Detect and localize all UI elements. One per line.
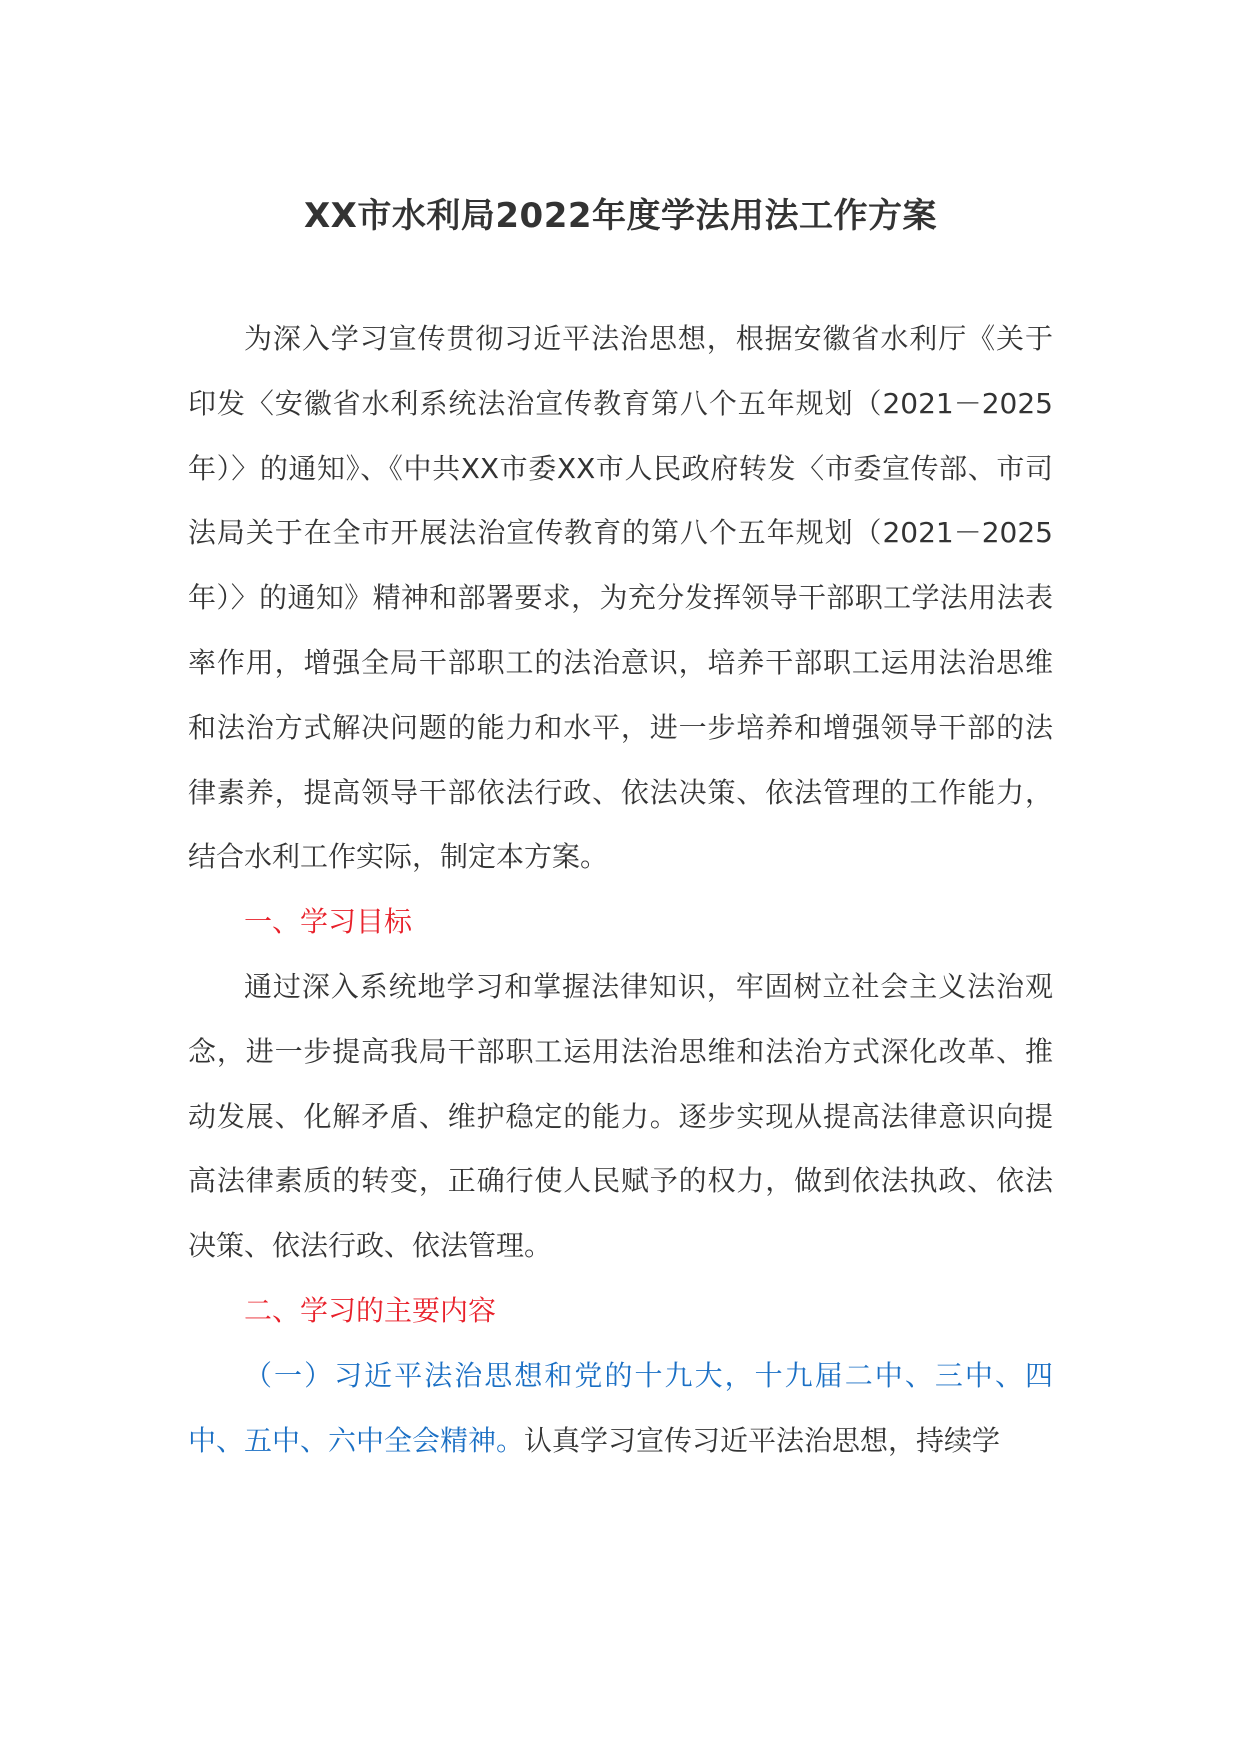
- learning-goals-paragraph: 通过深入系统地学习和掌握法律知识，牢固树立社会主义法治观念，进一步提高我局干部职工运用法治思维和法治方式深化改革、推动发展、化解矛盾、维护稳定的能力。逐步实现从提高法律意识向提高法律素质的转变，正确行使人民赋予的权力，做到依法执政、依法决策、依法行政、依法管理。: [188, 969, 1053, 1263]
- subsection-paragraph: [188, 1344, 1053, 1474]
- section-heading-learning-goals: 一、学习目标: [244, 905, 413, 939]
- subsection-heading: （一）习近平法治思想和党的十九大，十九届二中、三中、四中、五中、六中全会精神。: [188, 1358, 1053, 1457]
- document-page: [188, 196, 1053, 1473]
- document-body: [188, 307, 1053, 1473]
- intro-paragraph: 为深入学习宣传贯彻习近平法治思想，根据安徽省水利厅《关于印发〈安徽省水利系统法治宣传教育第八个五年规划（2021－2025年）〉的通知》、《中共XX市委XX市人民政府转发〈市委宣传部、市司法局关于在全市开展法治宣传教育的第八个五年规划（2021－2025年）〉的通知》精神和部署要求，为充分发挥领导干部职工学法用法表率作用，增强全局干部职工的法治意识，培养干部职工运用法治思维和法治方式解决问题的能力和水平，进一步培养和增强领导干部的法律素养，提高领导干部依法行政、依法决策、依法管理的工作能力，结合水利工作实际，制定本方案。: [188, 322, 1053, 874]
- section-heading-main-content: 二、学习的主要内容: [244, 1293, 497, 1327]
- document-title: XX市水利局2022年度学法用法工作方案: [303, 196, 938, 236]
- subsection-text: 认真学习宣传习近平法治思想，持续学: [524, 1423, 1001, 1457]
